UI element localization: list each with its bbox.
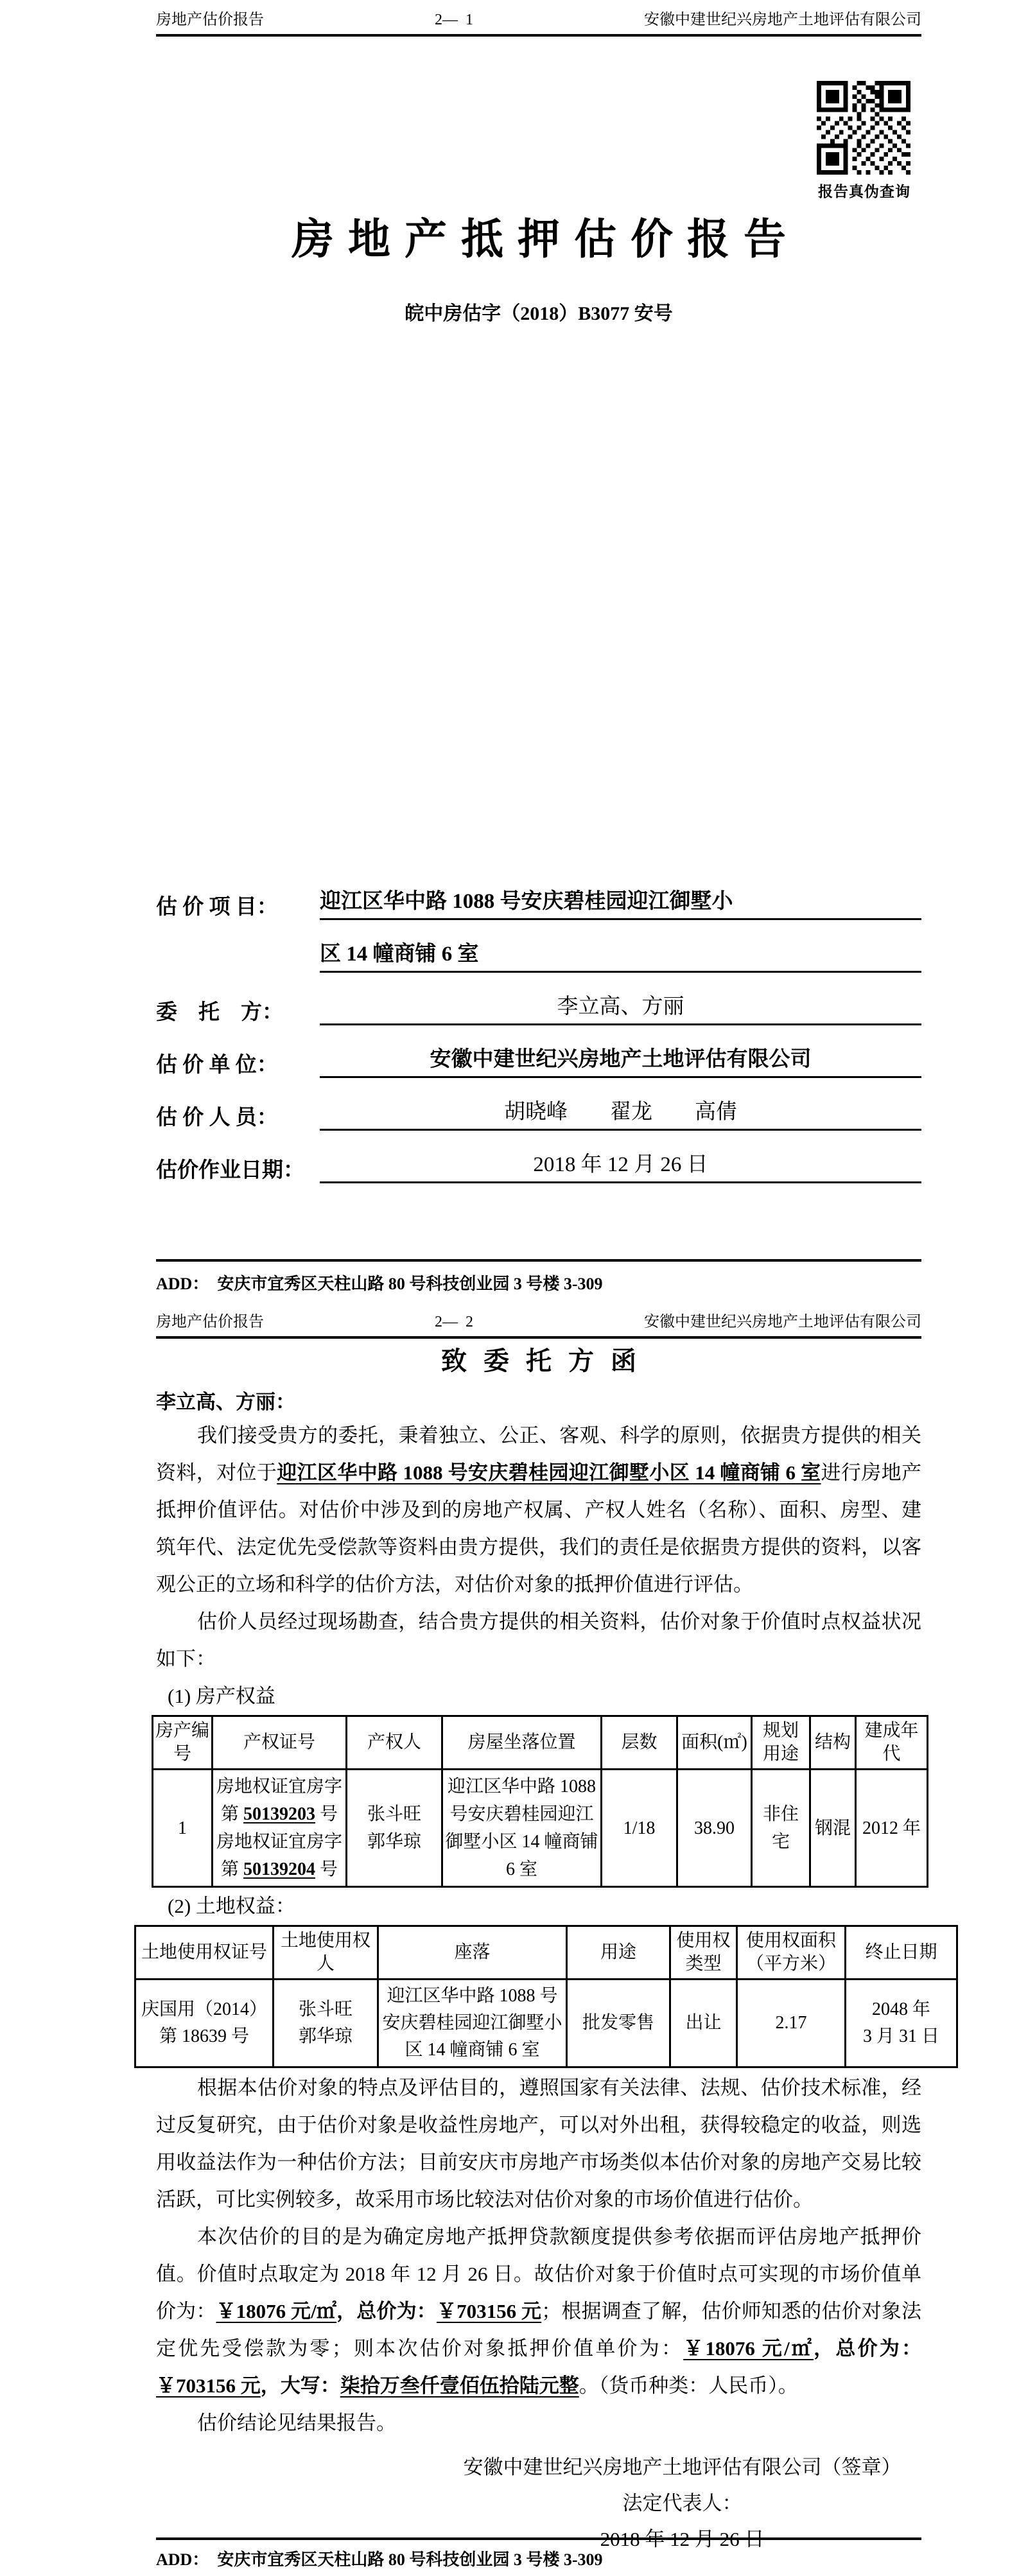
field-client-label: 委 托 方：	[156, 1001, 283, 1024]
qr-code-icon	[817, 81, 910, 175]
paragraph-text: ，大写：	[260, 2374, 340, 2397]
qr-caption: 报告真伪查询	[818, 184, 910, 200]
paragraph-text: 我们接受贵方的委托，秉着独立、公正、客观、科学的原则，依据贵方提供的相关资料，对位于	[156, 1424, 921, 1484]
field-date-label: 估价作业日期：	[156, 1159, 304, 1182]
subject-property-address: 迎江区华中路 1088 号安庆碧桂园迎江御墅小区 14 幢商铺 6 室	[277, 1461, 821, 1484]
valuation-paragraph	[156, 2218, 921, 2405]
signature-legal-rep: 法定代表人：	[622, 2492, 742, 2514]
letter-paragraph-1	[156, 1417, 921, 1603]
cert-number-2: 50139204	[243, 1859, 315, 1879]
table-header-cell: 建成年代	[856, 1716, 928, 1770]
paragraph-text: ，总价为：	[336, 2300, 437, 2322]
field-project-value-line2: 区 14 幢商铺 6 室	[320, 937, 921, 973]
amount-in-words: 柒拾万叁仟壹佰伍拾陆元整	[340, 2374, 579, 2397]
mortgage-total-price: ￥703156 元	[156, 2374, 261, 2397]
paragraph-text: 进行房地产抵押价值评估。对估价中涉及到的房地产权属、产权人姓名（名称）、面积、房型、建筑年代、法定优先受偿款等资料由贵方提供，我们的责任是依据贵方提供的资料，以客观公正的立场和科学的估价方法，对估价对象的抵押价值进行评估。	[156, 1461, 922, 1596]
report-verification-block	[817, 81, 912, 201]
table-header-cell: 用途	[567, 1926, 670, 1980]
cert-text: 房地权证宜房字	[216, 1777, 342, 1797]
owner-name: 张斗旺	[298, 1999, 353, 2019]
header-company: 安徽中建世纪兴房地产土地评估有限公司	[644, 12, 921, 28]
mortgage-unit-price: ￥18076 元/㎡	[683, 2337, 814, 2360]
paragraph-text: 本次估价的目的是为确定房地产抵押贷款额度提供参考依据而评估房地产抵押价值。价值时点取定为 2018 年 12 月 26 日。故估价对象于价值时点可实现的市场价值单价为：	[156, 2225, 921, 2322]
field-date-value: 2018 年 12 月 26 日	[320, 1147, 921, 1183]
owner-name: 张斗旺	[367, 1804, 421, 1824]
field-project-value-line1: 迎江区华中路 1088 号安庆碧桂园迎江御墅小	[320, 884, 921, 920]
table-cell-location: 迎江区华中路 1088 号安庆碧桂园迎江御墅小区 14 幢商铺 6 室	[442, 1770, 602, 1887]
table-cell-planned-use: 非住宅	[752, 1770, 810, 1887]
field-staff-value: 胡晓峰 翟龙 高倩	[320, 1095, 921, 1131]
field-agency	[156, 1042, 921, 1078]
table-header-cell: 面积(㎡)	[677, 1716, 752, 1770]
table-cell-land-area: 2.17	[737, 1980, 846, 2067]
method-paragraph: 根据本估价对象的特点及评估目的，遵照国家有关法律、法规、估价技术标准，经过反复研究，由于估价对象是收益性房地产，可以对外出租，获得较稳定的收益，则选用收益法作为一种估价方法；目前安庆市房地产市场类似本估价对象的房地产交易比较活跃，可比实例较多，故采用市场比较法对估价对象的市场价值进行估价。	[156, 2076, 921, 2211]
letter-title: 致委托方函	[441, 1346, 653, 1375]
conclusion-paragraph: 估价结论见结果报告。	[197, 2412, 396, 2434]
report-title: 房地产抵押估价报告	[292, 216, 800, 263]
table-header-cell: 座落	[378, 1926, 567, 1980]
cert-text: 房地权证宜房字	[216, 1832, 342, 1852]
report-number: 皖中房估字（2018）B3077 安号	[405, 303, 673, 324]
paragraph-text: ，总价为：	[814, 2337, 922, 2360]
page2-header	[156, 1309, 921, 1331]
header-page-number: 2— 1	[435, 12, 473, 28]
table-header-cell: 产权证号	[213, 1716, 347, 1770]
cert-text: 第	[220, 1859, 243, 1879]
page1-footer-address: ADD： 安庆市宜秀区天柱山路 80 号科技创业园 3 号楼 3-309	[156, 1275, 603, 1293]
header-doc-type: 房地产估价报告	[156, 1314, 264, 1330]
page1-header	[156, 0, 921, 29]
table-header-cell: 土地使用权证号	[135, 1926, 274, 1980]
table-cell-right-type: 出让	[670, 1980, 737, 2067]
field-client	[156, 989, 921, 1025]
table-cell-land-cert	[135, 1980, 274, 2067]
land-table-header-row	[135, 1926, 957, 1980]
table-header-cell: 结构	[810, 1716, 856, 1770]
market-unit-price: ￥18076 元/㎡	[216, 2300, 337, 2322]
table-header-cell: 产权人	[347, 1716, 442, 1770]
signature-date: 2018 年 12 月 26 日	[600, 2528, 765, 2550]
field-staff-label: 估 价 人 员：	[156, 1106, 278, 1129]
house-rights-table	[152, 1715, 928, 1888]
paragraph-text: ；根据调查了解，估价师知悉的估价对象法定优先受偿款为零；则本次估价对象抵押价值单价为：	[156, 2300, 922, 2360]
table-header-cell: 终止日期	[846, 1926, 957, 1980]
page2-header-rule	[156, 1336, 921, 1339]
field-project	[156, 884, 921, 920]
land-rights-table	[134, 1925, 958, 2068]
table-cell-floor: 1/18	[602, 1770, 677, 1887]
letter-paragraph-2: 估价人员经过现场勘查，结合贵方提供的相关资料，估价对象于价值时点权益状况如下：	[156, 1610, 921, 1670]
cert-text: 第	[220, 1804, 243, 1824]
house-table-header-row	[153, 1716, 928, 1770]
house-table-row	[153, 1770, 928, 1887]
table-cell-built-year: 2012 年	[856, 1770, 928, 1887]
header-page-number: 2— 2	[435, 1314, 473, 1330]
cert-text: 号	[315, 1804, 338, 1824]
field-staff	[156, 1095, 921, 1131]
land-section-title: (2) 土地权益：	[168, 1895, 295, 1917]
paragraph-text: 。（货币种类：人民币）。	[579, 2374, 798, 2397]
end-date-text: 3 月 31 日	[862, 2026, 939, 2046]
table-cell-land-owner	[274, 1980, 378, 2067]
page1-header-rule	[156, 34, 921, 37]
table-cell-owner	[347, 1770, 442, 1887]
table-header-cell: 层数	[602, 1716, 677, 1770]
cover-fields	[156, 884, 921, 1183]
table-header-cell: 使用权类型	[670, 1926, 737, 1980]
field-agency-label: 估 价 单 位：	[156, 1054, 278, 1077]
table-cell-area: 38.90	[677, 1770, 752, 1887]
field-date	[156, 1147, 921, 1183]
table-cell-land-location: 迎江区华中路 1088 号安庆碧桂园迎江御墅小区 14 幢商铺 6 室	[378, 1980, 567, 2067]
table-header-cell: 土地使用权人	[274, 1926, 378, 1980]
field-project-label: 估 价 项 目：	[156, 896, 278, 919]
field-project-line2	[156, 937, 921, 973]
end-date-text: 2048 年	[871, 1999, 930, 2019]
cert-number-1: 50139203	[243, 1804, 315, 1824]
owner-name: 郭华琼	[367, 1832, 421, 1852]
market-total-price: ￥703156 元	[436, 2300, 542, 2322]
table-header-cell: 房产编号	[153, 1716, 213, 1770]
page2-footer-address: ADD： 安庆市宜秀区天柱山路 80 号科技创业园 3 号楼 3-309	[156, 2550, 603, 2569]
page2-footer-rule	[156, 2537, 921, 2540]
table-header-cell: 规划用途	[752, 1716, 810, 1770]
table-cell-structure: 钢混	[810, 1770, 856, 1887]
owner-name: 郭华琼	[298, 2026, 353, 2046]
land-table-row	[135, 1980, 957, 2067]
table-header-cell: 使用权面积（平方米）	[737, 1926, 846, 1980]
header-company: 安徽中建世纪兴房地产土地评估有限公司	[644, 1314, 921, 1330]
page2-footer	[156, 2537, 921, 2570]
field-client-value: 李立高、方丽	[320, 989, 921, 1025]
field-agency-value: 安徽中建世纪兴房地产土地评估有限公司	[320, 1042, 921, 1078]
letter-salutation: 李立高、方丽：	[156, 1391, 295, 1413]
house-section-title: (1) 房产权益	[168, 1685, 275, 1707]
cert-text: 庆国用（2014）	[141, 1999, 267, 2019]
table-cell-cert-no	[213, 1770, 347, 1887]
header-doc-type: 房地产估价报告	[156, 12, 264, 28]
table-header-cell: 房屋坐落位置	[442, 1716, 602, 1770]
table-cell-end-date	[846, 1980, 957, 2067]
page1-footer-rule	[156, 1259, 921, 1262]
signature-company: 安徽中建世纪兴房地产土地评估有限公司（签章）	[463, 2456, 901, 2478]
cert-text: 号	[315, 1859, 338, 1879]
table-cell-land-use: 批发零售	[567, 1980, 670, 2067]
cert-text: 第 18639 号	[159, 2026, 249, 2046]
table-cell-property-no: 1	[153, 1770, 213, 1887]
